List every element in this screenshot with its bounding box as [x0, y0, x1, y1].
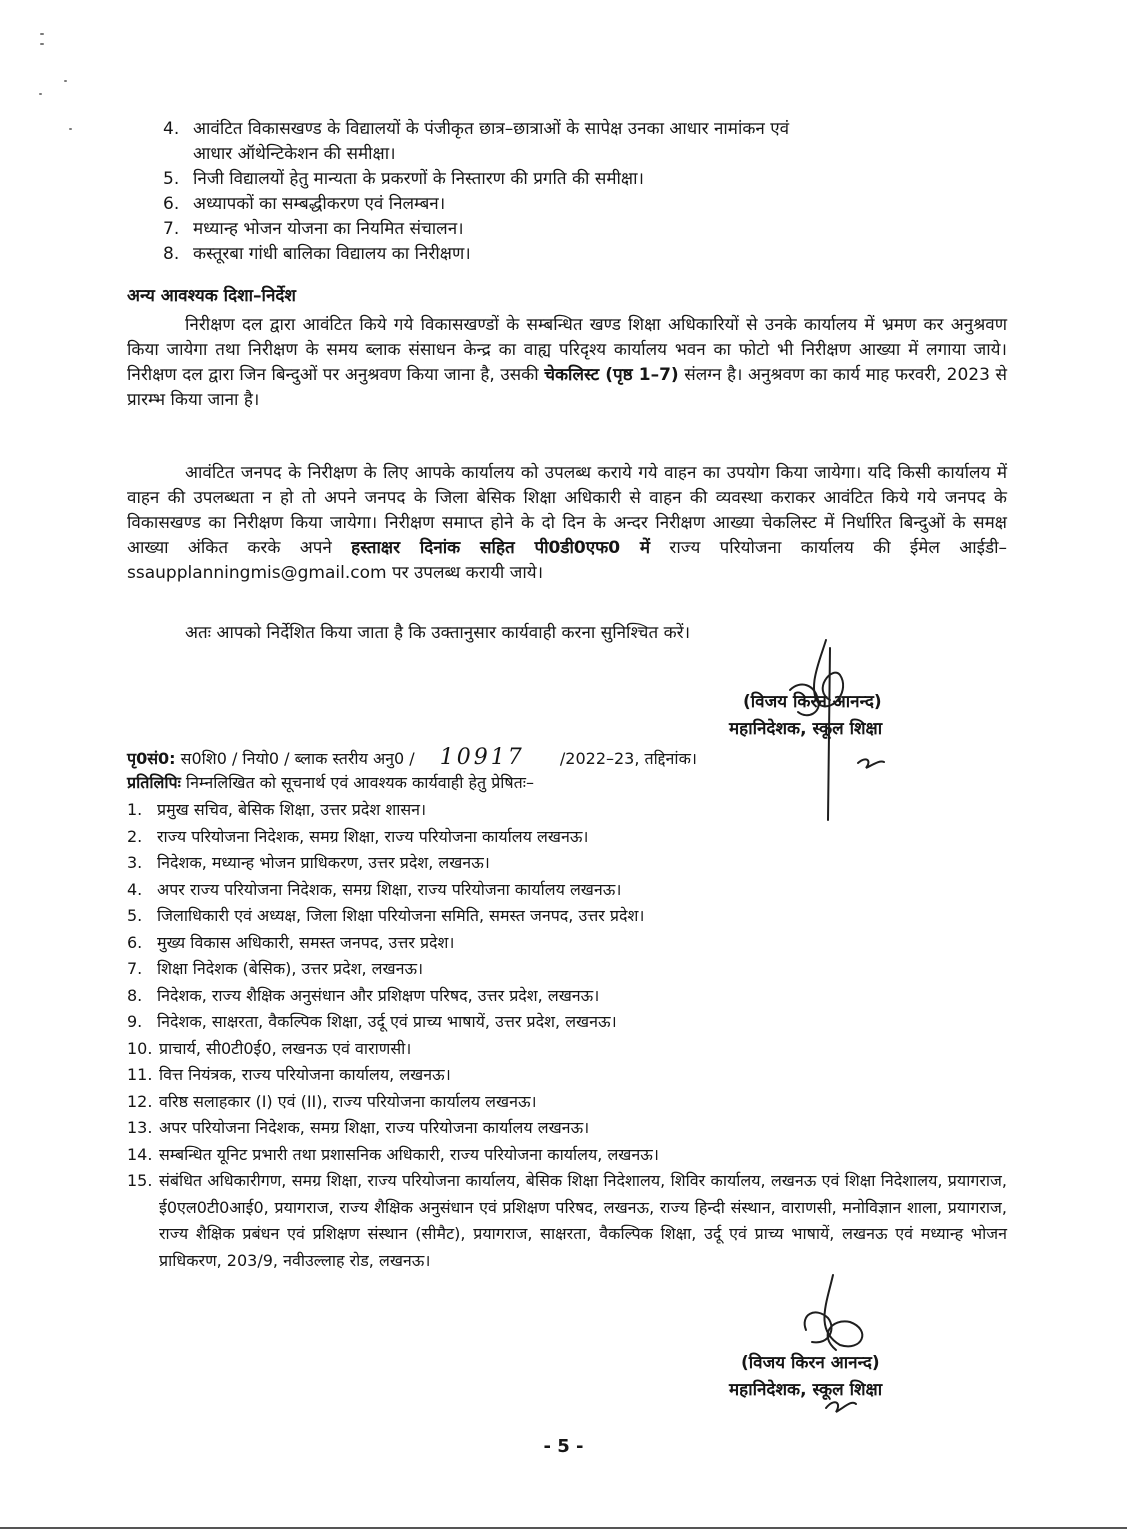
list-item-text: अध्यापकों का सम्बद्धीकरण एवं निलम्बन। [193, 194, 446, 214]
signatory-name: (विजय किरन आनन्द) [743, 692, 882, 712]
list-item-number: 3. [127, 853, 143, 872]
paragraph-text: निरीक्षण दल द्वारा आवंटित किये गये विकासखण्डों के सम्बन्धित खण्ड शिक्षा अधिकारियों से उनके कार्यालय में भ्रमण कर अनुश्रवण किया जायेगा तथा निरीक्षण के समय ब्लाक संसाधन केन्द्र का वाह्य परिदृश्य कार्यालय भवन का फोटो भी निरीक्षण आख्या में लगाया जाये। निरीक्षण दल द्वारा जिन बिन्दुओं पर अनुश्रवण किया जाना है, उसकी [127, 315, 1007, 385]
list-item [163, 117, 1023, 167]
list-item-number: 5. [163, 169, 180, 189]
list-item [163, 217, 1023, 242]
list-item-number: 4. [127, 879, 143, 899]
task-list [163, 117, 1023, 267]
reference-line [127, 745, 697, 770]
list-item-text [193, 117, 1023, 167]
copy-intro-text: निम्नलिखित को सूचनार्थ एवं आवश्यक कार्यवाही हेतु प्रेषितः– [185, 773, 535, 792]
list-item-text: कस्तूरबा गांधी बालिका विद्यालय का निरीक्षण। [193, 244, 471, 264]
list-item [127, 903, 1007, 930]
handwritten-reference-number: 10917 [439, 745, 525, 770]
list-item [127, 824, 1007, 851]
list-item-number: 10. [127, 1038, 153, 1058]
list-item [127, 877, 1007, 904]
initials-mark-1 [858, 759, 884, 768]
pdf-highlight: हस्ताक्षर दिनांक सहित पी0डी0एफ0 में [351, 538, 651, 558]
list-item [127, 1009, 1007, 1036]
list-item-text: प्रमुख सचिव, बेसिक शिक्षा, उत्तर प्रदेश शासन। [157, 800, 427, 819]
scan-speck [69, 128, 72, 130]
list-item-number: 4. [163, 119, 180, 139]
signatory-designation: महानिदेशक, स्कूल शिक्षा [729, 1380, 883, 1400]
paragraph-text: आवंटित जनपद के निरीक्षण के लिए आपके कार्यालय को उपलब्ध कराये गये वाहन का उपयोग किया जायेगा। यदि किसी कार्यालय में वाहन की उपलब्धता न हो तो अपने जनपद के जिला बेसिक शिक्षा अधिकारी से वाहन की व्यवस्था कराकर आवंटित किये गये जनपद के विकासखण्ड का निरीक्षण किया जायेगा। निरीक्षण समाप्त होने के दो दिन के अन्दर निरीक्षण आख्या चेकलिस्ट में निर्धारित बिन्दुओं के समक्ष आख्या अंकित करके अपने [127, 463, 1007, 558]
copy-label: प्रतिलिपिः [127, 773, 181, 792]
list-item [127, 1142, 1007, 1169]
paragraph-inspection [127, 313, 1007, 413]
list-item-number: 6. [127, 932, 143, 952]
reference-label: पृ0सं0: [127, 749, 176, 768]
list-item-text: संबंधित अधिकारीगण, समग्र शिक्षा, राज्य परियोजना कार्यालय, बेसिक शिक्षा निदेशालय, शिविर कार्यालय, लखनऊ एवं शिक्षा निदेशालय, प्रयागराज, ई0एल0टी0आई0, प्रयागराज, राज्य शैक्षिक अनुसंधान एवं प्रशिक्षण परिषद, लखनऊ, राज्य हिन्दी संस्थान, वाराणसी, मनोविज्ञान शाला, प्रयागराज, राज्य शैक्षिक प्रबंधन एवं प्रशिक्षण संस्थान (सीमैट), प्रयागराज, साक्षरता, वैकल्पिक शिक्षा, उर्दू एवं प्राच्य भाषायें, लखनऊ एवं मध्यान्ह भोजन प्राधिकरण, 203/9, नवीउल्लाह रोड, लखनऊ। [159, 1171, 1007, 1270]
page-bottom-border [0, 1527, 1127, 1529]
reference-suffix: /2022–23, तद्दिनांक। [559, 749, 697, 768]
paragraph-text: राज्य परियोजना कार्यालय की ईमेल आईडी– [669, 538, 1008, 558]
list-item [127, 930, 1007, 957]
list-item-number: 5. [127, 906, 143, 925]
signature-lower-stroke [824, 1275, 862, 1350]
list-item-text: वरिष्ठ सलाहकार (I) एवं (II), राज्य परियोजना कार्यालय लखनऊ। [159, 1091, 537, 1111]
list-item-text: प्राचार्य, सी0टी0ई0, लखनऊ एवं वाराणसी। [159, 1038, 412, 1058]
list-item-text: अपर राज्य परियोजना निदेशक, समग्र शिक्षा, राज्य परियोजना कार्यालय लखनऊ। [157, 879, 622, 899]
email-address: ssaupplanningmis@gmail.com [127, 563, 387, 583]
list-item [127, 1115, 1007, 1142]
paragraph-directive [127, 621, 1007, 646]
list-item [127, 797, 1007, 824]
initials-mark-2 [826, 1402, 856, 1412]
list-item-number: 8. [127, 985, 143, 1005]
list-item [127, 850, 1007, 877]
list-item-text: शिक्षा निदेशक (बेसिक), उत्तर प्रदेश, लखनऊ। [157, 959, 424, 978]
list-item-text: मुख्य विकास अधिकारी, समस्त जनपद, उत्तर प्रदेश। [157, 932, 455, 952]
list-item-text: राज्य परियोजना निदेशक, समग्र शिक्षा, राज्य परियोजना कार्यालय लखनऊ। [157, 826, 589, 846]
signatory-name: (विजय किरन आनन्द) [741, 1353, 880, 1373]
list-item-text: निजी विद्यालयों हेतु मान्यता के प्रकरणों के निस्तारण की प्रगति की समीक्षा। [193, 169, 644, 189]
list-item [127, 1062, 1007, 1089]
list-item [163, 167, 1023, 192]
list-item-number: 7. [127, 959, 143, 978]
list-item-text: वित्त नियंत्रक, राज्य परियोजना कार्यालय, लखनऊ। [159, 1065, 451, 1084]
signatory-designation: महानिदेशक, स्कूल शिक्षा [729, 719, 883, 739]
paragraph-vehicle [127, 461, 1007, 586]
scan-speck [40, 33, 44, 35]
copy-list [127, 797, 1007, 1274]
list-item-number: 7. [163, 219, 180, 239]
list-item-number: 2. [127, 826, 143, 846]
checklist-highlight: चेकलिस्ट (पृष्ठ 1–7) [544, 365, 679, 385]
section-heading: अन्य आवश्यक दिशा–निर्देश [127, 286, 296, 306]
scan-speck [64, 80, 67, 82]
list-item-number: 14. [127, 1144, 153, 1164]
list-item [127, 983, 1007, 1010]
list-item-text: जिलाधिकारी एवं अध्यक्ष, जिला शिक्षा परियोजना समिति, समस्त जनपद, उत्तर प्रदेश। [157, 906, 645, 925]
page-number: - 5 - [543, 1436, 584, 1457]
list-item [163, 192, 1023, 217]
list-item-continuation: आधार ऑथेन्टिकेशन की समीक्षा। [193, 144, 396, 164]
list-item-number: 12. [127, 1091, 153, 1111]
list-item [127, 1036, 1007, 1063]
copy-intro [127, 771, 534, 793]
list-item-number: 9. [127, 1012, 143, 1031]
scan-speck [39, 93, 42, 95]
list-item-number: 6. [163, 194, 180, 214]
list-item [127, 1168, 1007, 1274]
list-item-number: 1. [127, 800, 143, 819]
list-item-line: आवंटित विकासखण्ड के विद्यालयों के पंजीकृत छात्र–छात्राओं के सापेक्ष उनका आधार नामांकन एवं [193, 119, 790, 139]
list-item [163, 242, 1023, 267]
paragraph-text: अतः आपको निर्देशित किया जाता है कि उक्तानुसार कार्यवाही करना सुनिश्चित करें। [185, 623, 691, 643]
scan-speck [40, 43, 44, 45]
paragraph-text: पर उपलब्ध करायी जाये। [391, 563, 544, 583]
list-item-number: 8. [163, 244, 180, 264]
list-item-text: निदेशक, राज्य शैक्षिक अनुसंधान और प्रशिक्षण परिषद, उत्तर प्रदेश, लखनऊ। [157, 985, 600, 1005]
list-item [127, 1089, 1007, 1116]
list-item [127, 956, 1007, 983]
list-item-text: निदेशक, मध्यान्ह भोजन प्राधिकरण, उत्तर प्रदेश, लखनऊ। [157, 853, 490, 872]
list-item-text: सम्बन्धित यूनिट प्रभारी तथा प्रशासनिक अधिकारी, राज्य परियोजना कार्यालय, लखनऊ। [159, 1144, 659, 1164]
list-item-text: मध्यान्ह भोजन योजना का नियमित संचालन। [193, 219, 464, 239]
reference-prefix: स0शि0 / नियो0 / ब्लाक स्तरीय अनु0 / [180, 749, 415, 768]
list-item-text: अपर परियोजना निदेशक, समग्र शिक्षा, राज्य परियोजना कार्यालय लखनऊ। [159, 1118, 590, 1137]
list-item-number: 13. [127, 1118, 153, 1137]
list-item-text: निदेशक, साक्षरता, वैकल्पिक शिक्षा, उर्दू एवं प्राच्य भाषायें, उत्तर प्रदेश, लखनऊ। [157, 1012, 617, 1031]
paragraph-text: संलग्न है। अनुश्रवण का कार्य माह फरवरी, 2023 से प्रारम्भ किया जाना है। [127, 365, 1007, 410]
list-item-number: 11. [127, 1065, 153, 1084]
list-item-number: 15. [127, 1171, 153, 1190]
signature-lower-loop [805, 1312, 832, 1342]
